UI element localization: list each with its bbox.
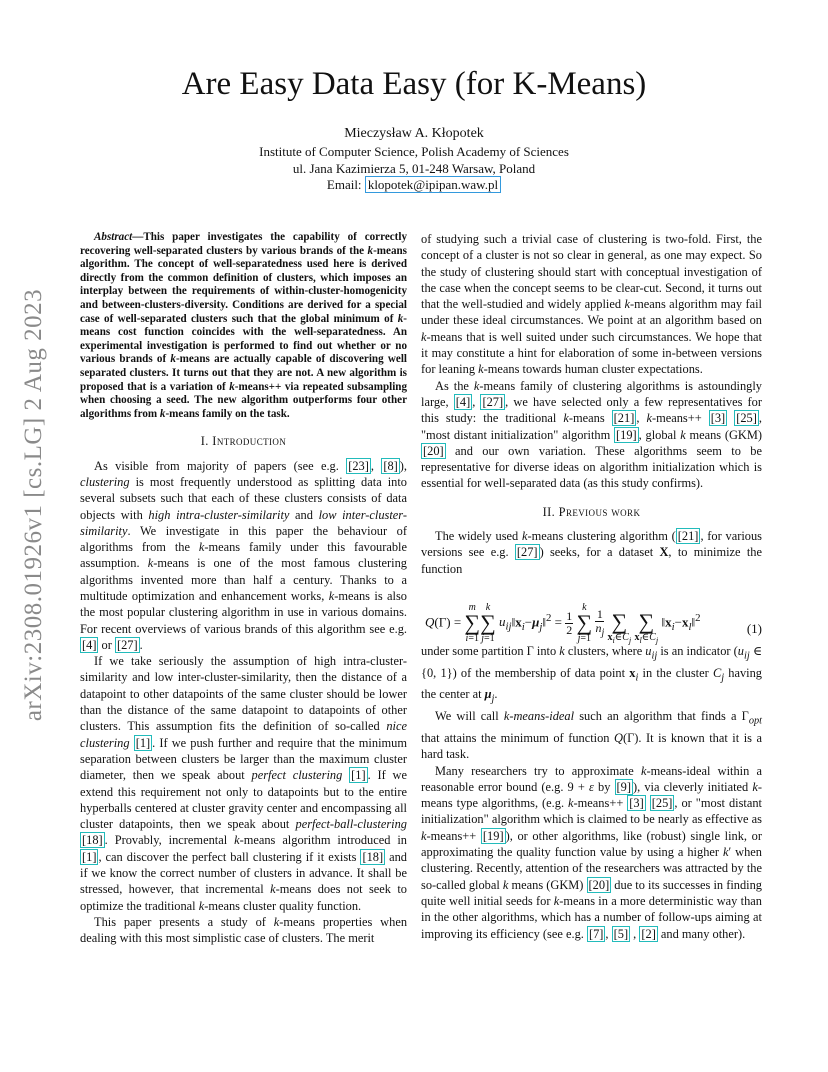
- arxiv-sidebar-stamp: [14, 290, 54, 720]
- arxiv-id: arXiv:2308.01926v1 [cs.LG] 2 Aug 2023: [20, 288, 47, 722]
- email-link[interactable]: klopotek@ipipan.waw.pl: [365, 176, 501, 193]
- paragraph: As the k-means family of clustering algorithms is astoundingly large, [4] , [27] , we have selected only a few representatives for this study: the traditional k-means [21] , k-means++ [3] [25] , "most distant initialization" algorithm [19] , global k means (GKM) [20] and our own variation. These algorithms seem to be representative for diverse ideas on algorithm initialization which is essential for well-separated data (as this study confirms).: [421, 378, 763, 491]
- abstract: Abstract—This paper investigates the capability of correctly recovering well-separated clusters by various brands of the k-means algorithm. The concept of well-separatedness used here is derived directly from the common definition of clusters, which imposes an interplay between the requirements of within-cluster-homogenicity and between-clusters-diversity. Conditions are derived for a special case of well-separated clusters such that the global minimum of k-means cost function coincides with the well-separatedness. An experimental investigation is performed to find out whether or no various brands of k-means are actually capable of discovering well separated clusters. It turns out that they are not. A new algorithm is proposed that is a variation of k-means++ via repeated subsampling when choosing a seed. The new algorithm outperforms four other algorithms from k-means family on the task.: [80, 231, 407, 420]
- paragraph: We will call k-means-ideal such an algorithm that finds a $\Gamma_{opt}$ that attains the minimum of function Q(Γ). It is known that it is a hard task.: [421, 709, 763, 762]
- right-column: [421, 231, 762, 942]
- paragraph: This paper presents a study of k-means properties when dealing with this most simplistic case of clusters. The merit: [80, 914, 408, 946]
- paper-title: Are Easy Data Easy (for K-Means): [181, 66, 647, 102]
- left-column: [80, 231, 407, 947]
- equation-number: (1): [746, 620, 762, 636]
- email-label: Email:: [326, 177, 362, 192]
- paragraph: If we take seriously the assumption of high intra-cluster-similarity and low inter-cluster-similarity, then the distance of a datapoint to other datapoints of the same cluster should be lower than the distance of the same datapoint to datapoints of other clusters. This assumption fits the definition of so-called nice clustering [1] . If we push further and require that the minimum separation between clusters be larger than the maximum cluster diameter, then we speak about perfect clustering [1] . If we extend this requirement not only to datapoints but to the entire hyperballs centered at cluster gravity center and encompassing all cluster datapoints, then we speak about perfect-ball-clustering [18] . Provably, incremental k-means algorithm introduced in [1] , can discover the perfect ball clustering if it exists [18] and if we know the correct number of clusters in advance. It shall be stressed, however, that incremental k-means does not seek to optimize the traditional k-means cluster quality function.: [80, 654, 407, 913]
- paragraph: under some partition Γ into k clusters, where $u_{ij}$ is an indicator ($u_{ij}$ ∈ {0, 1}) of the membership of data point $x_i$ in the cluster $C_j$ having the center at $\mu_j$.: [421, 643, 763, 705]
- affiliation-address: ul. Jana Kazimierza 5, 01-248 Warsaw, Poland: [292, 160, 536, 176]
- section-heading-introduction: I. Introduction: [200, 434, 287, 449]
- paragraph: As visible from majority of papers (see e.g. [23] , [8] ), clustering is most frequently understood as splitting data into several subsets such that each of these clusters consists of data objects with high intra-cluster-similarity and low inter-cluster-similarity. We investigate in this paper the behaviour of algorithms from the k-means family under this favourable assumption. k-means is one of the most famous clustering algorithms invented more than half a century. Thanks to a multitude optimization and enhancement works, k-means is also the most popular clustering algorithm in use in various domains. For recent overviews of various brands of this algorithm see e.g. [4] or [27] .: [80, 458, 408, 652]
- email-line: [0, 177, 828, 194]
- paragraph: The widely used k-means clustering algorithm ( [21] , for various versions see e.g. [27] ) seeks, for a dataset X, to minimize the function: [421, 529, 762, 576]
- equation-1: Q(Γ) = m ∑ i=1k ∑ j=1 $u_{ij}‖x_i-\mu_j‖^2$ = $\frac{1}{2}$ k ∑ j=1 $\frac{1}{n_j}$ ∑ $x_i\in C_j$ ∑ $x_l\in C_j$ $‖x_i-x_l‖^2$ (1): [425, 602, 762, 645]
- section-heading-previous-work: II. Previous work: [542, 504, 641, 519]
- paragraph: of studying such a trivial case of clustering is two-fold. First, the concept of a cluster is not so clear in general, as one may expect. So the study of clustering should start with conceptual investigation of the case when the concept seems to be clear-cut. Second, it turns out that the well-studied and widely applied k-means algorithm may fail under these ideal circumstances. We point at an algorithm based on k-means that is well suited under such circumstances. We hope that it may constitute a hint for elaboration of some in-between versions for leaning k-means towards human cluster expectations.: [421, 232, 762, 377]
- affiliation: [0, 144, 828, 194]
- affiliation-institute: Institute of Computer Science, Polish Academy of Sciences: [259, 144, 569, 159]
- paragraph: Many researchers try to approximate k-means-ideal within a reasonable error bound (e.g. 9 + ε by [9] ), via cleverly initiated k-means type algorithms, (e.g. k-means++ [3] [25] , or "most distant initialization" algorithm which is claimed to be nearly as effective as k-means++ [19] ), or other algorithms, like (robust) single link, or approximating the quality function value by using a higher k′ when clustering. Recently, attention of the researchers was attracted by the so-called global k means (GKM) [20] due to its successes in finding quite well initial seeds for k-means in a more deterministic way than in the other algorithms, which has a number of follow-ups aiming at improving its efficiency (see e.g. [7] , [5] , [2] and many other).: [421, 763, 763, 941]
- author-name: Mieczysław A. Kłopotek: [344, 126, 484, 141]
- abstract-label: Abstract: [94, 231, 133, 243]
